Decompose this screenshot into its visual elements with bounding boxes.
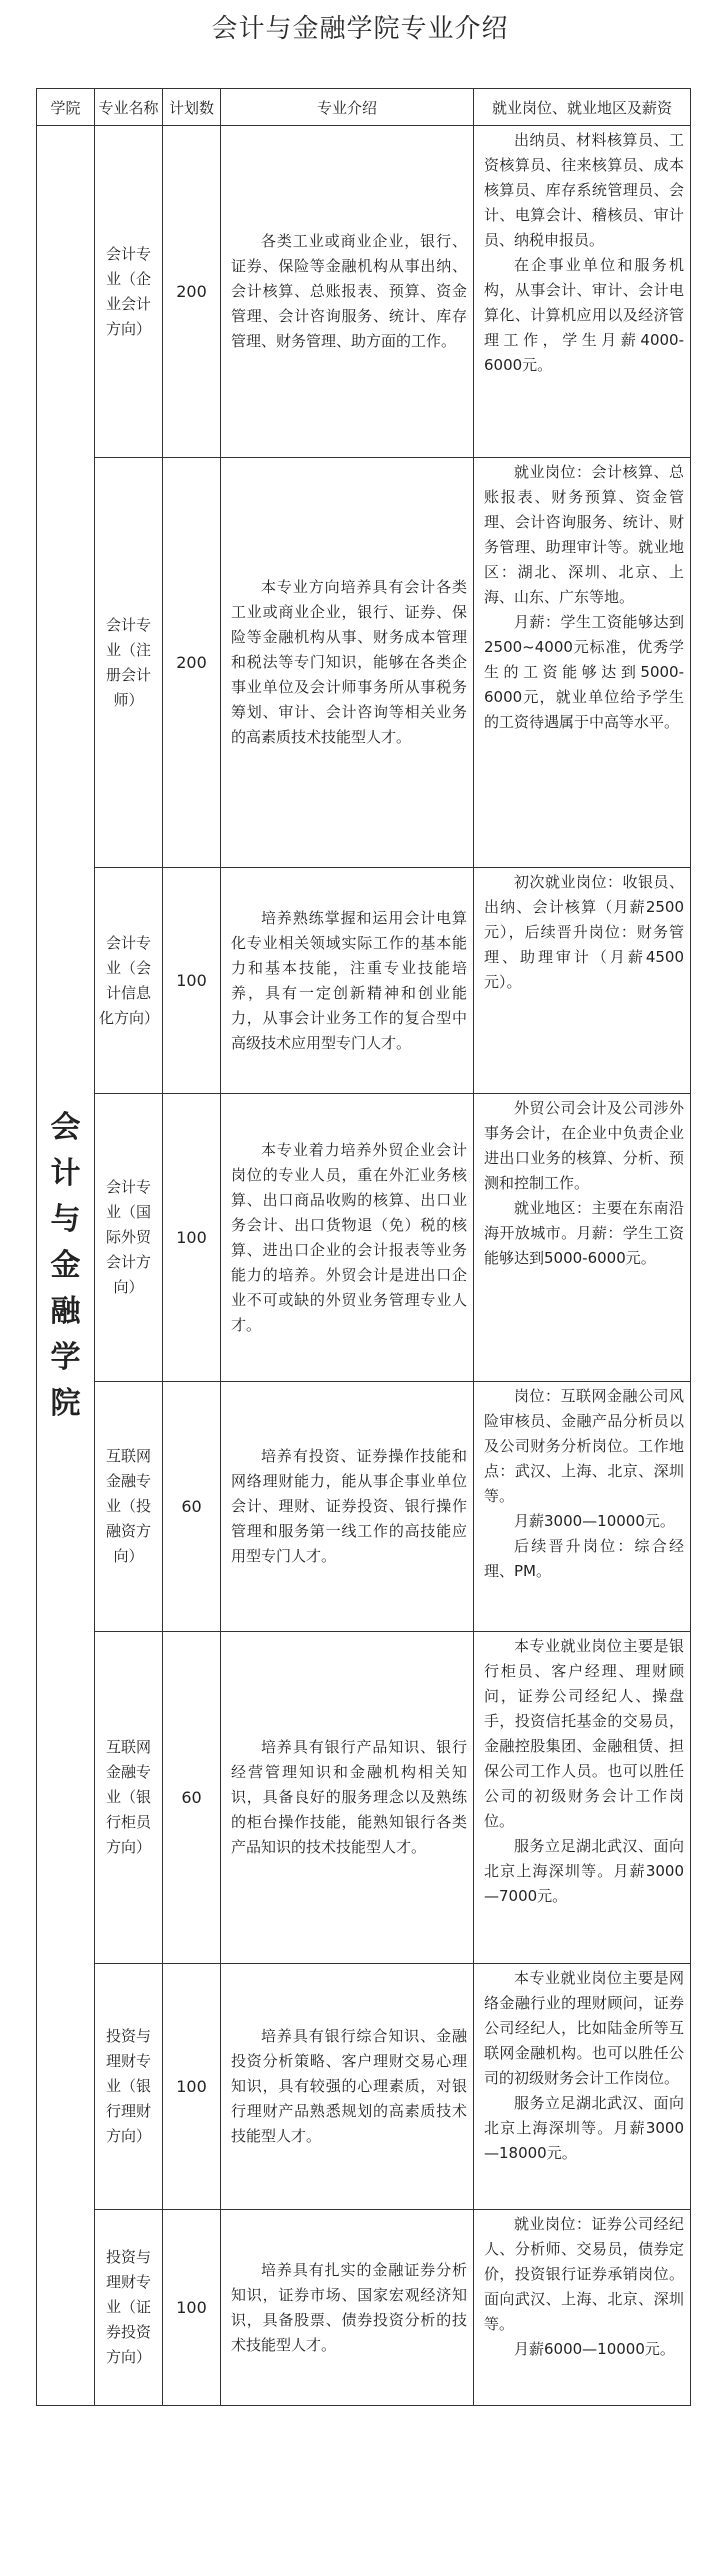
major-table (36, 88, 691, 2406)
major-intro: 培养有投资、证券操作技能和网络理财能力，能从事企事业单位会计、理财、证券投资、银行操作管理和服务第一线工作的高技能应用型专门人才。 (221, 1382, 474, 1632)
major-intro: 本专业方向培养具有会计各类工业或商业企业，银行、证券、保险等金融机构从事、财务成本管理和税法等专门知识，能够在各类企事业单位及会计师事务所从事税务筹划、审计、会计咨询等相关业务的高素质技术技能型人才。 (221, 458, 474, 868)
major-intro: 各类工业或商业企业，银行、证券、保险等金融机构从事出纳、会计核算、总账报表、预算、资金管理、会计咨询服务、统计、库存管理、财务管理、助方面的工作。 (221, 126, 474, 458)
jobs-info: 外贸公司会计及公司涉外事务会计，在企业中负责企业进出口业务的核算、分析、预测和控制工作。 就业地区：主要在东南沿海开放城市。月薪：学生工资能够达到5000-6000元。 (474, 1094, 691, 1382)
school-cell: 会计与金融学院 (37, 126, 95, 2406)
plan-count: 100 (163, 1964, 221, 2210)
plan-count: 100 (163, 868, 221, 1094)
jobs-info: 就业岗位：证券公司经纪人、分析师、交易员，债券定价，投资银行证券承销岗位。面向武汉、上海、北京、深圳等。 月薪6000—10000元。 (474, 2210, 691, 2406)
plan-count: 100 (163, 1094, 221, 1382)
header-school: 学院 (37, 89, 95, 126)
header-plan: 计划数 (163, 89, 221, 126)
major-intro: 培养熟练掌握和运用会计电算化专业相关领域实际工作的基本能力和基本技能，注重专业技能培养，具有一定创新精神和创业能力，从事会计业务工作的复合型中高级技术应用型专门人才。 (221, 868, 474, 1094)
major-intro: 培养具有银行综合知识、金融投资分析策略、客户理财交易心理知识，具有较强的心理素质，对银行理财产品熟悉规划的高素质技术技能型人才。 (221, 1964, 474, 2210)
table-row (37, 1094, 691, 1382)
header-major: 专业名称 (95, 89, 163, 126)
plan-count: 100 (163, 2210, 221, 2406)
plan-count: 60 (163, 1382, 221, 1632)
table-row (37, 458, 691, 868)
jobs-info: 本专业就业岗位主要是银行柜员、客户经理、理财顾问，证券公司经纪人、操盘手，投资信托基金的交易员，金融控股集团、金融租赁、担保公司工作人员。也可以胜任公司的初级财务会计工作岗位。 服务立足湖北武汉、面向北京上海深圳等。月薪3000—7000元。 (474, 1632, 691, 1964)
major-name: 互联网金融专业（银行柜员方向） (95, 1632, 163, 1964)
major-name: 互联网金融专业（投融资方向） (95, 1382, 163, 1632)
major-intro: 培养具有扎实的金融证券分析知识，证券市场、国家宏观经济知识，具备股票、债券投资分析的技术技能型人才。 (221, 2210, 474, 2406)
jobs-info: 本专业就业岗位主要是网络金融行业的理财顾问，证券公司经纪人，比如陆金所等互联网金融机构。也可以胜任公司的初级财务会计工作岗位。 服务立足湖北武汉、面向北京上海深圳等。月薪3000—18000元。 (474, 1964, 691, 2210)
plan-count: 200 (163, 126, 221, 458)
plan-count: 60 (163, 1632, 221, 1964)
page-title: 会计与金融学院专业介绍 (211, 14, 509, 44)
plan-count: 200 (163, 458, 221, 868)
table-row (37, 1632, 691, 1964)
major-name: 会计专业（国际外贸会计方向） (95, 1094, 163, 1382)
major-name: 会计专业（注册会计师） (95, 458, 163, 868)
jobs-info: 岗位：互联网金融公司风险审核员、金融产品分析员以及公司财务分析岗位。工作地点：武汉、上海、北京、深圳等。 月薪3000—10000元。 后续晋升岗位：综合经理、PM。 (474, 1382, 691, 1632)
table-row (37, 126, 691, 458)
major-name: 投资与理财专业（证券投资方向） (95, 2210, 163, 2406)
table-row (37, 868, 691, 1094)
jobs-info: 就业岗位：会计核算、总账报表、财务预算、资金管理、会计咨询服务、统计、财务管理、助理审计等。就业地区：湖北、深圳、北京、上海、山东、广东等地。 月薪：学生工资能够达到2500~4000元标准，优秀学生的工资能够达到5000-6000元，就业单位给予学生的工资待遇属于中高等水平。 (474, 458, 691, 868)
major-name: 会计专业（企业会计方向） (95, 126, 163, 458)
table-row (37, 1382, 691, 1632)
jobs-info: 初次就业岗位：收银员、出纳、会计核算（月薪2500元），后续晋升岗位：财务管理、助理审计（月薪4500元）。 (474, 868, 691, 1094)
major-name: 会计专业（会计信息化方向） (95, 868, 163, 1094)
table-row (37, 2210, 691, 2406)
header-jobs: 就业岗位、就业地区及薪资 (474, 89, 691, 126)
table-header-row (37, 89, 691, 126)
header-intro: 专业介绍 (221, 89, 474, 126)
major-name: 投资与理财专业（银行理财方向） (95, 1964, 163, 2210)
major-intro: 培养具有银行产品知识、银行经营管理知识和金融机构相关知识，具备良好的服务理念以及熟练的柜台操作技能，能熟知银行各类产品知识的技术技能型人才。 (221, 1632, 474, 1964)
jobs-info: 出纳员、材料核算员、工资核算员、往来核算员、成本核算员、库存系统管理员、会计、电算会计、稽核员、审计员、纳税申报员。 在企事业单位和服务机构，从事会计、审计、会计电算化、计算机应用以及经济管理工作，学生月薪4000-6000元。 (474, 126, 691, 458)
table-row (37, 1964, 691, 2210)
major-intro: 本专业着力培养外贸企业会计岗位的专业人员，重在外汇业务核算、出口商品收购的核算、出口业务会计、出口货物退（免）税的核算、进出口企业的会计报表等业务能力的培养。外贸会计是进出口企业不可或缺的外贸业务管理专业人才。 (221, 1094, 474, 1382)
